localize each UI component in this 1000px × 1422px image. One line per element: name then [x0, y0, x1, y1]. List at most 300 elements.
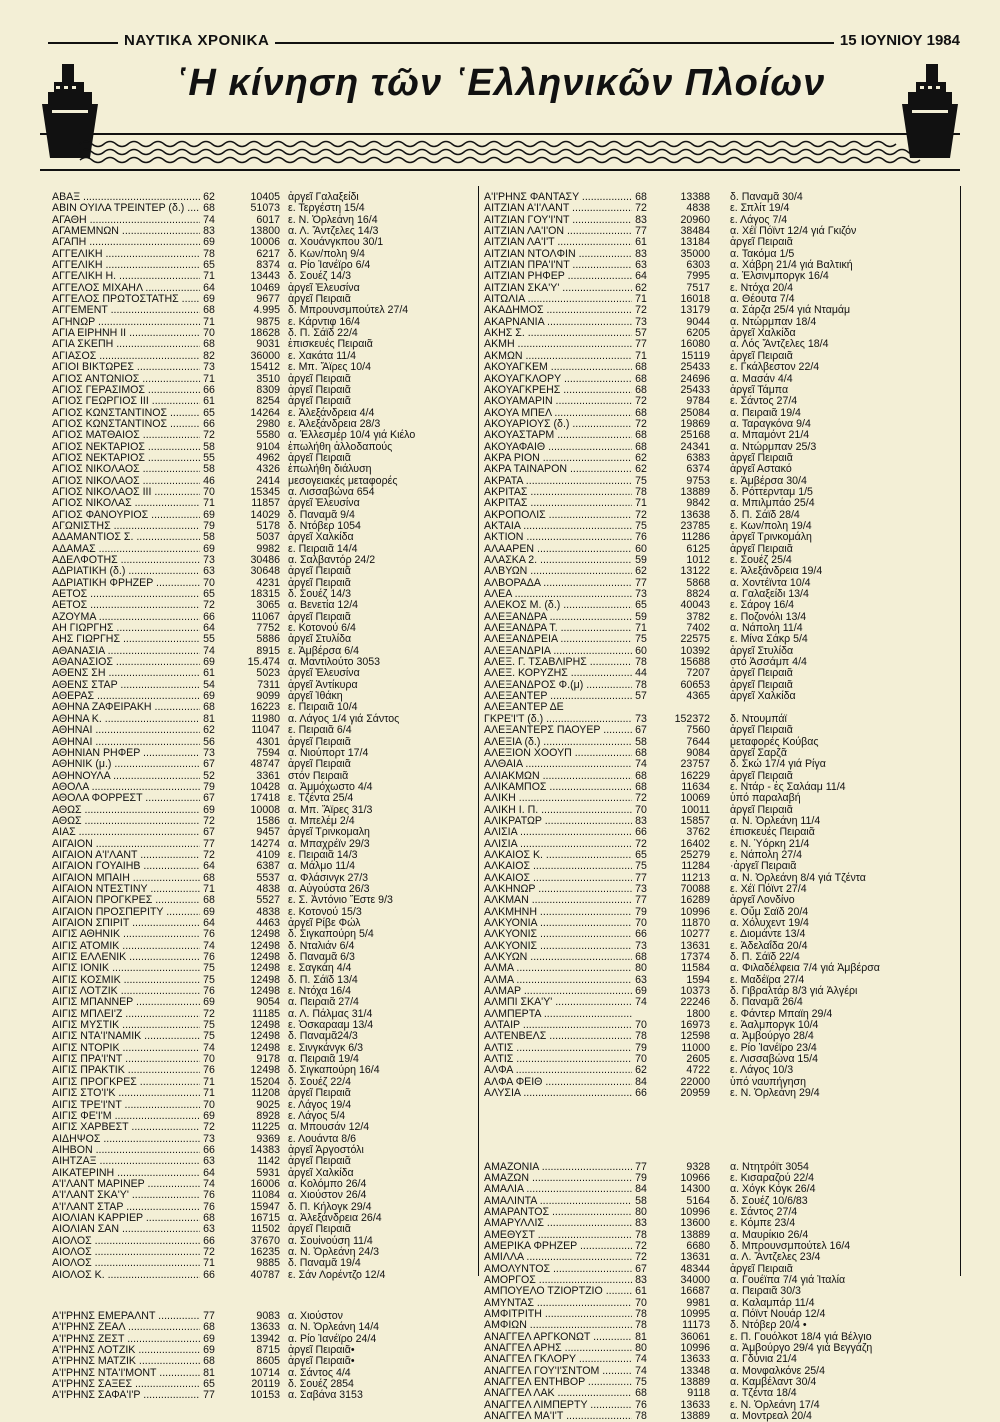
tonnage: 1594	[686, 973, 710, 986]
left-column	[52, 192, 472, 1402]
ship-name: ΑΛΚΥΟΝΙΣ .....	[484, 941, 632, 952]
build-year: 79	[635, 1171, 647, 1184]
status: δ. Παναμᾶ24/3	[288, 1030, 358, 1043]
build-year: 78	[635, 485, 647, 498]
ship-name: ΑΛΦΑ .....	[484, 1065, 632, 1076]
status: ἀργεῖ Πειραιᾶ	[730, 678, 793, 691]
tonnage: 10008	[250, 803, 280, 816]
ship-row	[484, 1230, 940, 1241]
tonnage: 10714	[250, 1366, 280, 1379]
ship-name: ΑΚΤΑΙΑ .....	[484, 521, 632, 532]
build-year: 74	[203, 644, 215, 657]
tonnage: 6205	[686, 327, 710, 340]
status: α. Ἀμμόχωστο 4/4	[288, 780, 373, 793]
ship-name: ΑΛΕΞΙΑ (δ.) .....	[484, 737, 632, 748]
build-year: 73	[203, 746, 215, 759]
status: α. Ρίο Ἰανέϊρο 6/4	[288, 259, 371, 272]
ship-name: ΑΛΕΞΑΝΤΕΡ ΔΕ	[484, 701, 564, 714]
tonnage: 70088	[680, 882, 710, 895]
tonnage: 12498	[250, 1064, 280, 1077]
tonnage: 5178	[256, 519, 280, 532]
tonnage: 30486	[250, 554, 280, 566]
tonnage: 9118	[687, 1387, 710, 1400]
tonnage: 6125	[686, 542, 710, 555]
status: ἀργεῖ Πειραιᾶ•	[288, 1344, 355, 1357]
status: ε. Μπ. Ἄϊρες 10/4	[288, 361, 372, 374]
ship-name: ΑΙΓΑΙΟΝ ΣΠΙΡΙΤ .....	[52, 918, 200, 929]
status: α. Λ. Ἄντζελες 14/3	[288, 225, 379, 238]
build-year: 55	[203, 451, 215, 464]
ship-row	[484, 498, 940, 509]
status: ἀργεῖ Χαλκίδα	[288, 531, 354, 544]
build-year: 73	[203, 361, 215, 374]
ship-row	[484, 1241, 940, 1252]
ship-name: ΑΙΓΑΙΟΝ Α'Ι'ΛΑΝΤ .....	[52, 850, 200, 861]
ship-name: ΑΙΓΙΣ ΙΟΝΙΚ .....	[52, 963, 200, 974]
tonnage: 11634	[681, 780, 710, 793]
status: ἀργεῖ Πειραιᾶ	[730, 803, 793, 816]
tonnage: 14300	[680, 1183, 710, 1196]
tonnage: 25433	[680, 361, 710, 374]
ship-name: ΑΙΤΖΙΑΝ ΛΑ'Ι'Τ .....	[484, 237, 632, 248]
ship-name: ΑΛΚΜΗΝΗ .....	[484, 907, 632, 918]
ship-name: ΑΜΕΘΥΣΤ .....	[484, 1230, 632, 1241]
status: ε. Γκάλβεστον 22/4	[730, 361, 820, 374]
build-year: 66	[203, 383, 215, 396]
ship-name: ΑΛΤΙΣ .....	[484, 1043, 632, 1054]
ship-name: ΑΙΓΙΣ ΕΛΛΕΝΙΚ .....	[52, 952, 200, 963]
ship-name: Α'Ι'ΡΗΝΣ ΖΕΑΛ .....	[52, 1322, 200, 1333]
ship-row	[484, 702, 940, 713]
ship-row	[484, 1252, 940, 1263]
ship-row	[484, 1286, 940, 1297]
build-year: 76	[203, 1200, 215, 1213]
status: δ. Παναμᾶ 19/4	[288, 1257, 361, 1270]
tonnage: 12498	[250, 1019, 280, 1032]
ship-name: ΑΔΡΙΑΤΙΚΗ (δ.) .....	[52, 566, 200, 577]
ship-name: ΑΜΑΡΥΛΛΙΣ .....	[484, 1218, 632, 1229]
tonnage: 11286	[681, 531, 710, 544]
ship-row	[484, 1077, 940, 1088]
ship-name: ΑΛΥΣΙΑ .....	[484, 1088, 632, 1099]
status: ε. Μίνα Σάκρ 5/4	[730, 633, 808, 646]
ship-row	[52, 1156, 472, 1167]
ship-row	[484, 1275, 940, 1286]
tonnage: 10996	[680, 1342, 710, 1354]
build-year: 68	[635, 429, 647, 442]
status: ἀργεῖ Πειραιᾶ•	[288, 1355, 355, 1368]
ship-name: ΑΙΓΙΣ ΣΤΟ'Ι'Κ .....	[52, 1088, 200, 1099]
status: ε. Σαγκάη 4/4	[288, 962, 352, 975]
build-year: 77	[635, 871, 647, 884]
status: ἀργεῖ Τρινκομάλη	[730, 531, 812, 544]
build-year: 71	[203, 882, 215, 895]
tonnage: 12598	[680, 1030, 710, 1043]
ship-name: Α'Ι'ΡΗΝΣ ΣΑΞΕΣ .....	[52, 1379, 200, 1390]
status: α. Μπελέμ 2/4	[288, 814, 355, 827]
status: ἀργεῖ Πειραιᾶ	[288, 1155, 351, 1168]
tonnage: 16006	[250, 1177, 280, 1190]
tonnage: 38484	[680, 225, 710, 238]
tonnage: 17418	[250, 792, 280, 805]
section-gap	[52, 1281, 472, 1311]
ship-name: ΑΛΜΠΕΡΤΑ .....	[484, 1009, 632, 1020]
build-year: 77	[635, 338, 647, 351]
ship-name: ΑΗΣ ΓΙΩΡΓΗΣ .....	[52, 634, 200, 645]
status: α. Χόλυχεντ 19/4	[730, 917, 809, 929]
build-year: 68	[635, 372, 647, 385]
tonnage: 4962	[256, 451, 280, 464]
status: δ. Παναμᾶ 6/3	[288, 951, 355, 964]
status: ε. Ἀαλμποργκ 10/4	[730, 1019, 819, 1032]
status: ε. Ἀμβέρσα 6/4	[288, 644, 359, 657]
ship-name: Α'Ι'ΡΗΝΣ ΝΤΑ'Ι'ΜΟΝΤ .....	[52, 1368, 200, 1379]
build-year: 62	[635, 1064, 647, 1077]
ship-row	[52, 929, 472, 940]
ship-row	[52, 1322, 472, 1333]
build-year: 69	[203, 1332, 215, 1345]
status: α. Ν. Ὀρλεάνη 8/4 γιά Τζέντα	[730, 871, 866, 884]
status: δ. Κων/πολη 9/4	[288, 247, 365, 260]
tonnage: 13800	[250, 225, 280, 238]
ship-row	[484, 260, 940, 271]
ship-name: ΑΝΑΓΓΕΛ ΓΚΛΟΡΥ .....	[484, 1354, 632, 1365]
ship-name: ΑΓΙΑ ΕΙΡΗΝΗ ΙΙ .....	[52, 328, 200, 339]
build-year: 66	[203, 1268, 215, 1281]
build-year: 76	[203, 1189, 215, 1202]
tonnage: 6387	[256, 860, 280, 873]
ship-name: ΑΓΙΟΣ ΚΩΝΣΤΑΝΤΙΝΟΣ .....	[52, 408, 200, 419]
ship-name: ΑΚΡΑ ΤΑΙΝΑΡΟΝ .....	[484, 464, 632, 475]
build-year: 71	[203, 372, 215, 385]
ship-row	[484, 442, 940, 453]
ship-name: ΑΝΑΓΓΕΛ ΑΡΗΣ .....	[484, 1343, 632, 1354]
ship-name: ΑΕΤΟΣ .....	[52, 589, 200, 600]
status: μεσογειακές μεταφορές	[288, 474, 398, 487]
build-year: 74	[635, 1364, 647, 1377]
ship-row	[484, 271, 940, 282]
build-year: 62	[635, 451, 647, 464]
status: α. Τζέντα 18/4	[730, 1387, 797, 1400]
build-year: 54	[203, 678, 215, 691]
tonnage: 9784	[686, 395, 710, 408]
build-year: 58	[203, 463, 215, 476]
build-year: 84	[635, 1183, 647, 1196]
tonnage: 7311	[257, 678, 280, 691]
build-year: 77	[203, 1389, 215, 1402]
build-year: 69	[203, 905, 215, 918]
tonnage: 60653	[680, 678, 710, 691]
build-year: 65	[203, 259, 215, 272]
ship-row	[484, 419, 940, 430]
tonnage: 8715	[256, 1344, 280, 1357]
status: ε. Π. Γουόλκοτ 18/4 γιά Βέλγιο	[730, 1330, 872, 1343]
ship-name: ΑΚΡΑΤΑ .....	[484, 476, 632, 487]
ship-name: ΑΚΡΙΤΑΣ .....	[484, 487, 632, 498]
status: ἀργεῖ Πειραιᾶ	[730, 236, 793, 249]
ship-name: Α'Ι'ΡΗΝΣ ΛΟΤΖΙΚ .....	[52, 1345, 200, 1356]
tonnage: 13631	[680, 939, 710, 952]
ship-name: ΑΙΤΩΛΙΑ .....	[484, 294, 632, 305]
tonnage: 8374	[256, 259, 280, 272]
tonnage: 5580	[256, 429, 280, 442]
status: ε. Τζέντα 25/4	[288, 792, 354, 805]
status: ε. Σπλίτ 19/4	[730, 202, 790, 215]
ship-name: ΑΚΡΙΤΑΣ .....	[484, 498, 632, 509]
build-year: 68	[203, 338, 215, 351]
ship-row	[484, 623, 940, 634]
ship-row	[484, 1020, 940, 1031]
ship-name: ΑΛΚΜΑΝ .....	[484, 895, 632, 906]
ship-name: ΑΓΑΜΕΜΝΩΝ .....	[52, 226, 200, 237]
tonnage: 9025	[256, 1098, 280, 1111]
build-year: 68	[203, 304, 215, 317]
status: α. Ἐλλεσμέρ 10/4 γιά Κιέλο	[288, 429, 416, 442]
ship-row	[484, 1411, 940, 1422]
status: ε. Ν. Ὑόρκη 21/4	[730, 837, 810, 850]
status: ε. Κοτονού 6/4	[288, 622, 356, 635]
ship-row	[484, 362, 940, 373]
build-year: 74	[635, 758, 647, 771]
ship-name: ΑΛΕΞΑΝΤΕΡΣ ΠΑΟΥΕΡ .....	[484, 725, 632, 736]
status: ε. Λάγος 19/4	[288, 1098, 352, 1111]
build-year: 83	[635, 814, 647, 827]
ship-name: ΑΙΟΛΙΑΝ ΚΑΡΡΙΕΡ .....	[52, 1213, 200, 1224]
status: ε. Πειραιᾶ 14/3	[288, 848, 358, 861]
ship-row	[484, 668, 940, 679]
status: α. Λ. Ἄντζελες 23/4	[730, 1251, 821, 1264]
build-year: 67	[203, 758, 215, 771]
status: α. Μπιλμπάο 25/4	[730, 497, 815, 510]
tonnage: 7207	[686, 667, 710, 680]
ship-name: ΑΙΓΙΣ ΑΘΗΝΙΚ .....	[52, 929, 200, 940]
ship-name: ΑΛΕΞΑΝΔΡΕΙΑ .....	[484, 634, 632, 645]
ship-name: ΑΛΤΙΣ .....	[484, 1054, 632, 1065]
build-year: 65	[203, 588, 215, 601]
ship-name: ΑΘΗΝΟΥΛΑ .....	[52, 771, 200, 782]
status: ε. Ντάρ - ἐς Σαλάαμ 11/4	[730, 780, 846, 793]
ship-name: ΑΙΓΙΣ ΜΥΣΤΙΚ .....	[52, 1020, 200, 1031]
tonnage: 40043	[680, 599, 710, 612]
ship-name: ΑΙΓΑΙΟΝ .....	[52, 839, 200, 850]
tonnage: 5037	[256, 531, 280, 544]
ship-name: ΑΒΙΝ ΟΥΙΛΑ ΤΡΕΙΝΤΕΡ (δ.) .....	[52, 203, 200, 214]
ship-name: ΑΙΓΙΣ ΚΟΣΜΙΚ .....	[52, 975, 200, 986]
tonnage: 11084	[251, 1189, 280, 1202]
build-year: 59	[635, 554, 647, 566]
tonnage: 5931	[256, 1166, 280, 1179]
status: δ. Σουέζ 14/3	[288, 588, 351, 601]
ship-name: ΑΛΙΚΗ .....	[484, 793, 632, 804]
tonnage: 11000	[681, 1041, 710, 1054]
status: ε. Πειραιᾶ 10/4	[288, 701, 358, 714]
ship-row	[52, 1356, 472, 1367]
banner-title: ῾Η κίνηση τῶν ῾Ελληνικῶν Πλοίων	[174, 62, 826, 104]
status: ε. Κοτονού 15/3	[288, 905, 362, 918]
status: ἐπωλήθη ἀλλοδαπούς	[288, 440, 393, 453]
tonnage: 8928	[256, 1109, 280, 1122]
ship-row	[484, 759, 940, 770]
ship-name: ΑΚΜΩΝ .....	[484, 351, 632, 362]
column-divider	[478, 186, 479, 1276]
status: α. Ντώρμπαν 25/3	[730, 440, 817, 453]
status: στό Ἀσσάμπ 4/4	[730, 656, 807, 669]
ship-name: ΑΙΓΑΙΟΝ ΠΡΟΣΠΕΡΙΤΥ .....	[52, 907, 200, 918]
ship-row	[484, 839, 940, 850]
status: ἀργεῖ Γαλαξείδι	[288, 191, 359, 203]
ship-row	[484, 385, 940, 396]
ship-row	[484, 532, 940, 543]
ship-row	[484, 544, 940, 555]
status: ἀργεῖ Στυλίδα	[288, 633, 352, 646]
status: α. Χιούστον	[288, 1310, 343, 1322]
tonnage: 11857	[251, 497, 280, 510]
build-year: 66	[635, 1087, 647, 1100]
build-year: 74	[203, 213, 215, 226]
ship-row	[484, 249, 940, 260]
ship-name: ΑΙΗΤΖΑΞ .....	[52, 1156, 200, 1167]
build-year: 69	[203, 236, 215, 249]
build-year: 71	[203, 1087, 215, 1100]
build-year: 79	[635, 1041, 647, 1054]
ship-name: ΑΚΟΥΑΜΑΡΙΝ .....	[484, 396, 632, 407]
tonnage: 10392	[680, 644, 710, 657]
tonnage: 9099	[256, 690, 280, 703]
build-year: 77	[635, 1160, 647, 1173]
ship-name: ΑΓΓΕΛΙΚΗ .....	[52, 249, 200, 260]
ship-name: ΑΓΙΟΣ ΝΙΚΟΛΑΟΣ .....	[52, 476, 200, 487]
build-year: 83	[635, 247, 647, 260]
ship-row	[484, 317, 940, 328]
ship-row	[484, 657, 940, 668]
build-year: 75	[203, 973, 215, 986]
ship-name: ΑΙΟΛΟΣ .....	[52, 1258, 200, 1269]
tonnage: 10469	[250, 281, 280, 294]
build-year: 65	[635, 599, 647, 612]
build-year: 72	[635, 792, 647, 805]
status: ἀργεῖ Πειραιᾶ	[288, 1223, 351, 1236]
ship-name: ΑΛΙΚΡΑΤΩΡ .....	[484, 816, 632, 827]
ship-row	[484, 1088, 940, 1099]
status: ἀργεῖ Πειραιᾶ	[730, 349, 793, 362]
tonnage: 15345	[250, 485, 280, 498]
tonnage: 16223	[250, 701, 280, 714]
status: α. Νιούπορτ 17/4	[288, 746, 369, 759]
ship-row	[484, 351, 940, 362]
tonnage: 25433	[680, 383, 710, 396]
status: α. Σαβάνα 3153	[288, 1389, 363, 1402]
tonnage: 2980	[256, 417, 280, 430]
status: δ. Σιγκαπούρη 16/4	[288, 1064, 380, 1077]
status: α. Μαντιλούτο 3053	[288, 656, 381, 669]
tonnage: 7644	[686, 735, 710, 748]
build-year: 52	[203, 769, 215, 782]
build-year: 70	[203, 1098, 215, 1111]
build-year: 70	[635, 1019, 647, 1032]
tonnage: 7517	[686, 281, 710, 294]
status: δ. Ντόβερ 1054	[288, 519, 361, 532]
issue-date: 15 ΙΟΥΝΙΟΥ 1984	[834, 32, 960, 49]
ship-name: Α'Ι'ΛΑΝΤ ΣΚΑ'Υ' .....	[52, 1190, 200, 1201]
ship-name: ΑΘΑΝΑΣΙΑ .....	[52, 646, 200, 657]
status: ε. Κάρντιφ 16/4	[288, 315, 360, 328]
ship-row	[52, 1224, 472, 1235]
tonnage: 9083	[256, 1310, 280, 1322]
tonnage: 6374	[686, 463, 710, 476]
page-header	[48, 30, 960, 54]
build-year: 77	[635, 225, 647, 238]
tonnage: 11213	[681, 871, 710, 884]
ship-row	[484, 895, 940, 906]
tonnage: 7560	[686, 724, 710, 737]
tonnage: 8605	[256, 1355, 280, 1368]
tonnage: 4838	[256, 905, 280, 918]
ship-name: ΑΜΑΛΙΑ .....	[484, 1184, 632, 1195]
tonnage: 13633	[250, 1321, 280, 1334]
status: δ. Ρόττερνταμ 1/5	[730, 485, 813, 498]
status: ε. Ν. Ὀρλεάνη 16/4	[288, 213, 378, 226]
tonnage: 10995	[680, 1307, 710, 1320]
tonnage: 9044	[686, 315, 710, 328]
ship-name: ΑΛΚΥΩΝ .....	[484, 952, 632, 963]
ship-row	[484, 737, 940, 748]
ship-name: ΑΓΑΠΗ .....	[52, 237, 200, 248]
build-year: 65	[203, 1378, 215, 1391]
build-year: 68	[203, 1355, 215, 1368]
ship-name: ΑΓΙΟΣ ΓΕΩΡΓΙΟΣ ΙΙΙ .....	[52, 396, 200, 407]
status: ε. Ἀλεξάνδρεια 4/4	[288, 406, 375, 419]
tonnage: 11502	[251, 1223, 280, 1236]
tonnage: 34000	[680, 1273, 710, 1286]
status: α. Γδύνια 21/4	[730, 1353, 797, 1366]
build-year: 66	[635, 826, 647, 839]
build-year: 76	[203, 985, 215, 998]
build-year: 64	[203, 622, 215, 635]
tonnage: 4.995	[253, 304, 280, 317]
ship-name: ΑΚΟΥΑ ΜΠΕΛ .....	[484, 408, 632, 419]
status: α. Ἀμβούργο 29/4 γιά Βεγγάζη	[730, 1342, 873, 1354]
build-year: 72	[203, 429, 215, 442]
ship-name: ΑΙΟΛΟΣ .....	[52, 1236, 200, 1247]
status: α. Μασάν 4/4	[730, 372, 793, 385]
status: ε. Σ. Ἀντόνιο Ἔστε 9/3	[288, 894, 393, 907]
build-year: 80	[635, 962, 647, 975]
build-year: 60	[635, 542, 647, 555]
ship-row	[484, 464, 940, 475]
ship-name: ΑΙΓΑΙΟΝ ΝΤΕΣΤΙΝΥ .....	[52, 884, 200, 895]
section-gap	[484, 1100, 940, 1162]
ship-row	[484, 1184, 940, 1195]
ship-name: ΑΛΚΥΟΝΙΣ .....	[484, 929, 632, 940]
build-year: 75	[635, 633, 647, 646]
ship-row	[484, 782, 940, 793]
status: α. Καλαμπάρ 11/4	[730, 1296, 815, 1309]
tonnage: 22000	[680, 1075, 710, 1088]
ship-name: ΑΛΙΣΙΑ .....	[484, 839, 632, 850]
build-year: 68	[635, 780, 647, 793]
ship-row	[484, 805, 940, 816]
ship-name: ΑΓΙΟΣ ΑΝΤΩΝΙΟΣ .....	[52, 374, 200, 385]
tonnage: 4365	[686, 690, 710, 703]
ship-row	[484, 873, 940, 884]
build-year: 58	[203, 440, 215, 453]
ship-row	[484, 1377, 940, 1388]
tonnage: 7995	[686, 270, 710, 283]
tonnage: 15.474	[247, 656, 280, 669]
tonnage: 30648	[250, 565, 280, 578]
ship-name: ΑΙΤΖΙΑΝ ΣΚΑ'Υ' .....	[484, 283, 632, 294]
ship-name: ΑΘΗΝΙΑΝ ΡΗΦΕΡ .....	[52, 748, 200, 759]
